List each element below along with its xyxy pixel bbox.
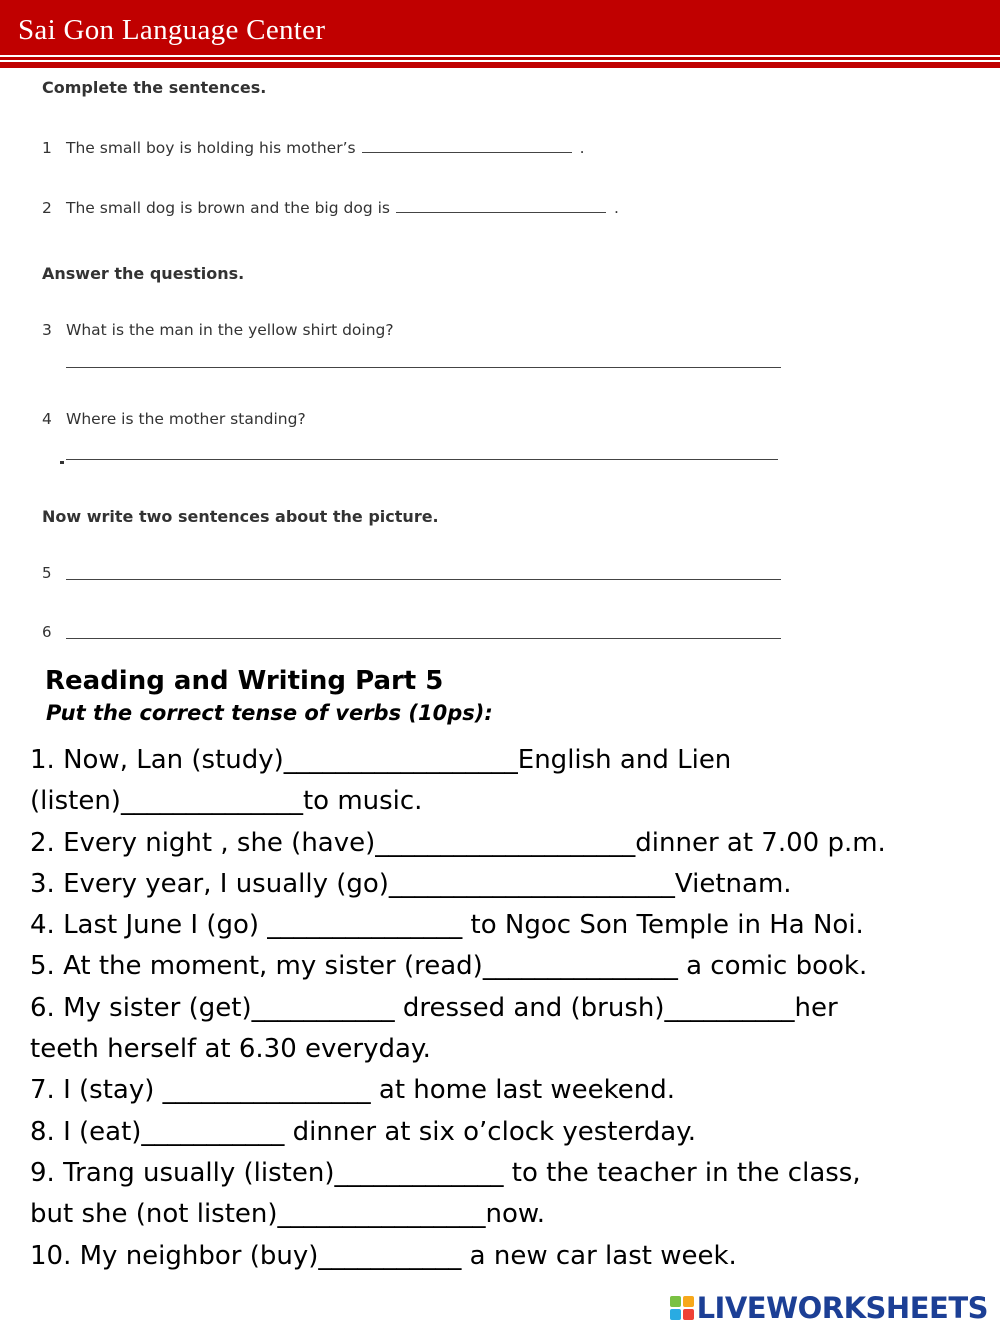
- exercise-line: 7. I (stay) ________________ at home last weekend.: [30, 1075, 676, 1106]
- worksheet-question-3: 3 What is the man in the yellow shirt doing?: [42, 321, 394, 339]
- worksheet-question-2: 2 The small dog is brown and the big dog is .: [42, 199, 619, 217]
- center-title: Sai Gon Language Center: [18, 14, 326, 46]
- heading-write-sentences: Now write two sentences about the picture.: [42, 507, 439, 526]
- exercise-line: 9. Trang usually (listen)_____________ to the teacher in the class,: [30, 1157, 861, 1188]
- exercise-line: 2. Every night , she (have)____________________dinner at 7.00 p.m.: [30, 827, 886, 858]
- exercise-list: [30, 740, 1000, 1277]
- worksheet-image: [0, 68, 1000, 658]
- answer-line-6: [66, 638, 781, 639]
- exercise-line: 4. Last June I (go) _______________ to Ngoc Son Temple in Ha Noi.: [30, 910, 864, 941]
- logo-text: LIVEWORKSHEETS: [696, 1291, 988, 1325]
- exercise-line: 3. Every year, I usually (go)______________________Vietnam.: [30, 868, 792, 899]
- answer-blank: [362, 142, 572, 153]
- header-bar: [0, 0, 1000, 55]
- answer-line-5: [66, 579, 781, 580]
- header-divider-thin: [0, 57, 1000, 60]
- liveworksheets-logo[interactable]: [670, 1290, 988, 1326]
- part-title: Reading and Writing Part 5: [45, 666, 444, 696]
- exercise-line: 1. Now, Lan (study)__________________English and Lien: [30, 745, 732, 775]
- exercise-line: teeth herself at 6.30 everyday.: [30, 1034, 431, 1065]
- heading-answer-questions: Answer the questions.: [42, 264, 245, 283]
- answer-line-4: [66, 459, 778, 460]
- sentence-number-6: 6: [42, 623, 52, 641]
- exercise-line: (listen)______________to music.: [30, 786, 423, 817]
- liveworksheets-logo-icon: [670, 1296, 694, 1320]
- part-instruction: Put the correct tense of verbs (10ps):: [46, 701, 493, 725]
- stray-mark: [60, 461, 64, 464]
- sentence-number-5: 5: [42, 564, 52, 582]
- worksheet-question-4: 4 Where is the mother standing?: [42, 410, 306, 428]
- answer-line-3: [66, 367, 781, 368]
- worksheet-question-1: 1 The small boy is holding his mother’s .: [42, 139, 585, 157]
- exercise-line: but she (not listen)________________now.: [30, 1199, 546, 1230]
- exercise-line: 5. At the moment, my sister (read)_______________ a comic book.: [30, 951, 868, 982]
- answer-blank: [396, 202, 606, 213]
- exercise-line: 8. I (eat)___________ dinner at six o’clock yesterday.: [30, 1116, 697, 1147]
- exercise-line: 10. My neighbor (buy)___________ a new car last week.: [30, 1240, 737, 1271]
- exercise-line: 6. My sister (get)___________ dressed and (brush)__________her: [30, 992, 838, 1023]
- heading-complete-sentences: Complete the sentences.: [42, 78, 267, 97]
